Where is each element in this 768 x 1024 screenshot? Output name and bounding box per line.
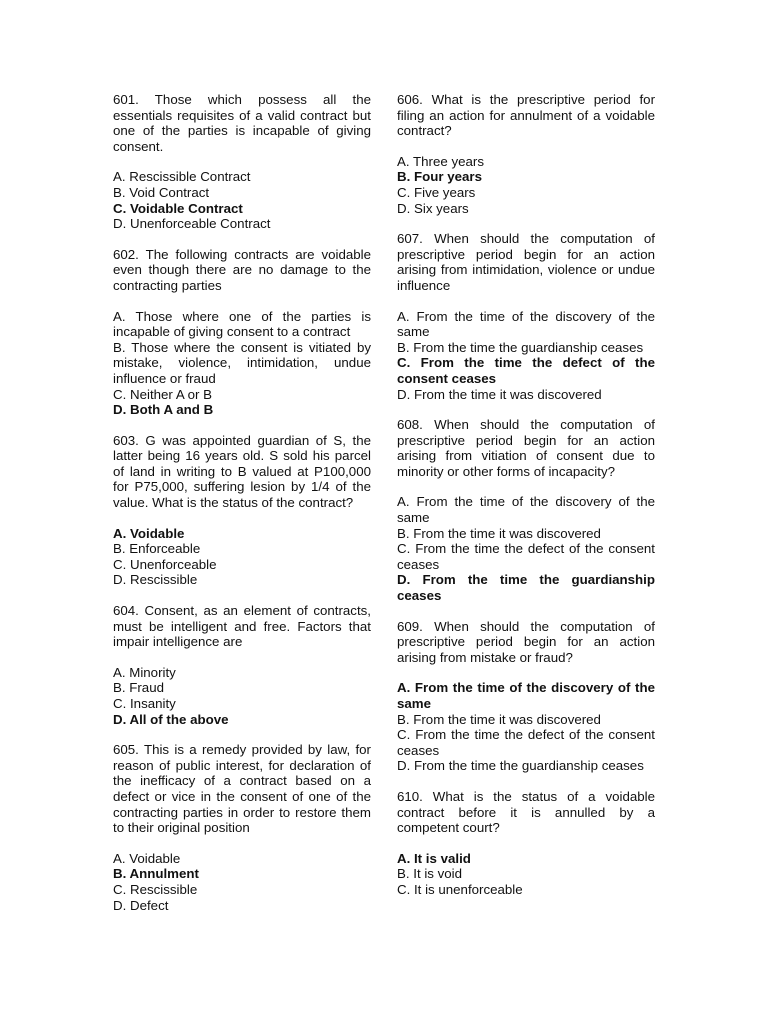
question-stem: 601. Those which possess all the essentials requisites of a valid contract but one of the parties is incapable of giving consent. bbox=[113, 92, 371, 154]
answer-choices bbox=[397, 154, 655, 216]
answer-choice: A. From the time of the discovery of the same bbox=[397, 494, 655, 526]
correct-answer-choice: C. Voidable Contract bbox=[113, 200, 243, 216]
correct-answer-choice: B. Annulment bbox=[113, 866, 199, 882]
question-stem: 610. What is the status of a voidable contract before it is annulled by a competent court? bbox=[397, 788, 655, 836]
answer-choice: B. Those where the consent is vitiated by mistake, violence, intimidation, undue influence or fraud bbox=[113, 339, 371, 386]
answer-choice: B. From the time it was discovered bbox=[397, 711, 601, 727]
answer-choice: C. Rescissible bbox=[113, 881, 198, 897]
answer-choice: B. It is void bbox=[397, 866, 463, 882]
answer-choice: C. It is unenforceable bbox=[397, 881, 523, 897]
answer-choice: C. Unenforceable bbox=[113, 556, 217, 572]
question-stem: 603. G was appointed guardian of S, the latter being 16 years old. S sold his parcel of land in writing to B valued at P100,000 for P75,000, suffering lesion by 1/4 of the value. What is the status of the contract? bbox=[113, 432, 371, 511]
question-stem: 606. What is the prescriptive period for filing an action for annulment of a voidable contract? bbox=[397, 92, 655, 139]
question-block bbox=[397, 417, 655, 604]
correct-answer-choice: B. Four years bbox=[397, 169, 482, 185]
question-stem: 605. This is a remedy provided by law, for reason of public interest, for declaration of the inefficacy of a contract based on a defect or vice in the consent of one of the contracting parties in order to restore them to their original position bbox=[113, 742, 371, 836]
answer-choice: B. Fraud bbox=[113, 680, 164, 696]
question-block bbox=[113, 433, 371, 588]
right-column bbox=[397, 92, 655, 913]
correct-answer-choice: A. Voidable bbox=[113, 525, 185, 541]
question-block bbox=[113, 603, 371, 727]
answer-choices bbox=[113, 169, 371, 231]
answer-choices bbox=[113, 665, 371, 727]
correct-answer-choice: D. Both A and B bbox=[113, 402, 214, 418]
correct-answer-choice: A. It is valid bbox=[397, 850, 471, 866]
answer-choice: D. From the time the guardianship ceases bbox=[397, 758, 644, 774]
answer-choice: B. From the time the guardianship ceases bbox=[397, 339, 644, 355]
left-column bbox=[113, 92, 371, 928]
question-block bbox=[397, 789, 655, 898]
question-block bbox=[397, 231, 655, 402]
correct-answer-choice: D. From the time the guardianship ceases bbox=[397, 572, 655, 604]
question-stem: 602. The following contracts are voidable even though there are no damage to the contracting parties bbox=[113, 246, 371, 293]
answer-choice: D. Unenforceable Contract bbox=[113, 216, 271, 232]
answer-choice: B. Enforceable bbox=[113, 541, 201, 557]
answer-choices bbox=[397, 851, 655, 898]
answer-choice: C. Five years bbox=[397, 184, 476, 200]
answer-choice: C. Neither A or B bbox=[113, 386, 213, 402]
answer-choice: D. From the time it was discovered bbox=[397, 386, 602, 402]
question-block bbox=[397, 619, 655, 774]
answer-choice: A. Those where one of the parties is incapable of giving consent to a contract bbox=[113, 308, 371, 340]
correct-answer-choice: C. From the time the defect of the consent ceases bbox=[397, 355, 655, 386]
answer-choice: B. Void Contract bbox=[113, 184, 210, 200]
answer-choice: D. Six years bbox=[397, 200, 469, 216]
question-stem: 607. When should the computation of prescriptive period begin for an action arising from intimidation, violence or undue influence bbox=[397, 231, 655, 293]
question-stem: 609. When should the computation of prescriptive period begin for an action arising from mistake or fraud? bbox=[397, 618, 655, 665]
answer-choice: C. Insanity bbox=[113, 696, 176, 711]
question-stem: 604. Consent, as an element of contracts, must be intelligent and free. Factors that impair intelligence are bbox=[113, 603, 371, 650]
correct-answer-choice: D. All of the above bbox=[113, 711, 229, 727]
correct-answer-choice: A. From the time of the discovery of the same bbox=[397, 680, 655, 711]
question-block bbox=[113, 92, 371, 232]
question-block bbox=[397, 92, 655, 216]
question-block bbox=[113, 742, 371, 913]
question-stem: 608. When should the computation of prescriptive period begin for an action arising from vitiation of consent due to minority or other forms of incapacity? bbox=[397, 417, 655, 479]
answer-choice: A. Rescissible Contract bbox=[113, 169, 251, 185]
answer-choices bbox=[397, 680, 655, 774]
answer-choice: D. Rescissible bbox=[113, 572, 198, 588]
answer-choice: A. Minority bbox=[113, 664, 176, 680]
answer-choices bbox=[397, 494, 655, 603]
answer-choice: A. Three years bbox=[397, 153, 484, 169]
question-block bbox=[113, 247, 371, 418]
answer-choice: C. From the time the defect of the consent ceases bbox=[397, 541, 655, 572]
answer-choice: D. Defect bbox=[113, 897, 169, 913]
answer-choices bbox=[113, 309, 371, 418]
answer-choices bbox=[113, 851, 371, 913]
answer-choice: A. From the time of the discovery of the same bbox=[397, 308, 655, 340]
answer-choice: B. From the time it was discovered bbox=[397, 525, 601, 541]
answer-choice: A. Voidable bbox=[113, 850, 181, 866]
answer-choices bbox=[397, 309, 655, 403]
answer-choices bbox=[113, 526, 371, 588]
answer-choice: C. From the time the defect of the consent ceases bbox=[397, 727, 655, 758]
